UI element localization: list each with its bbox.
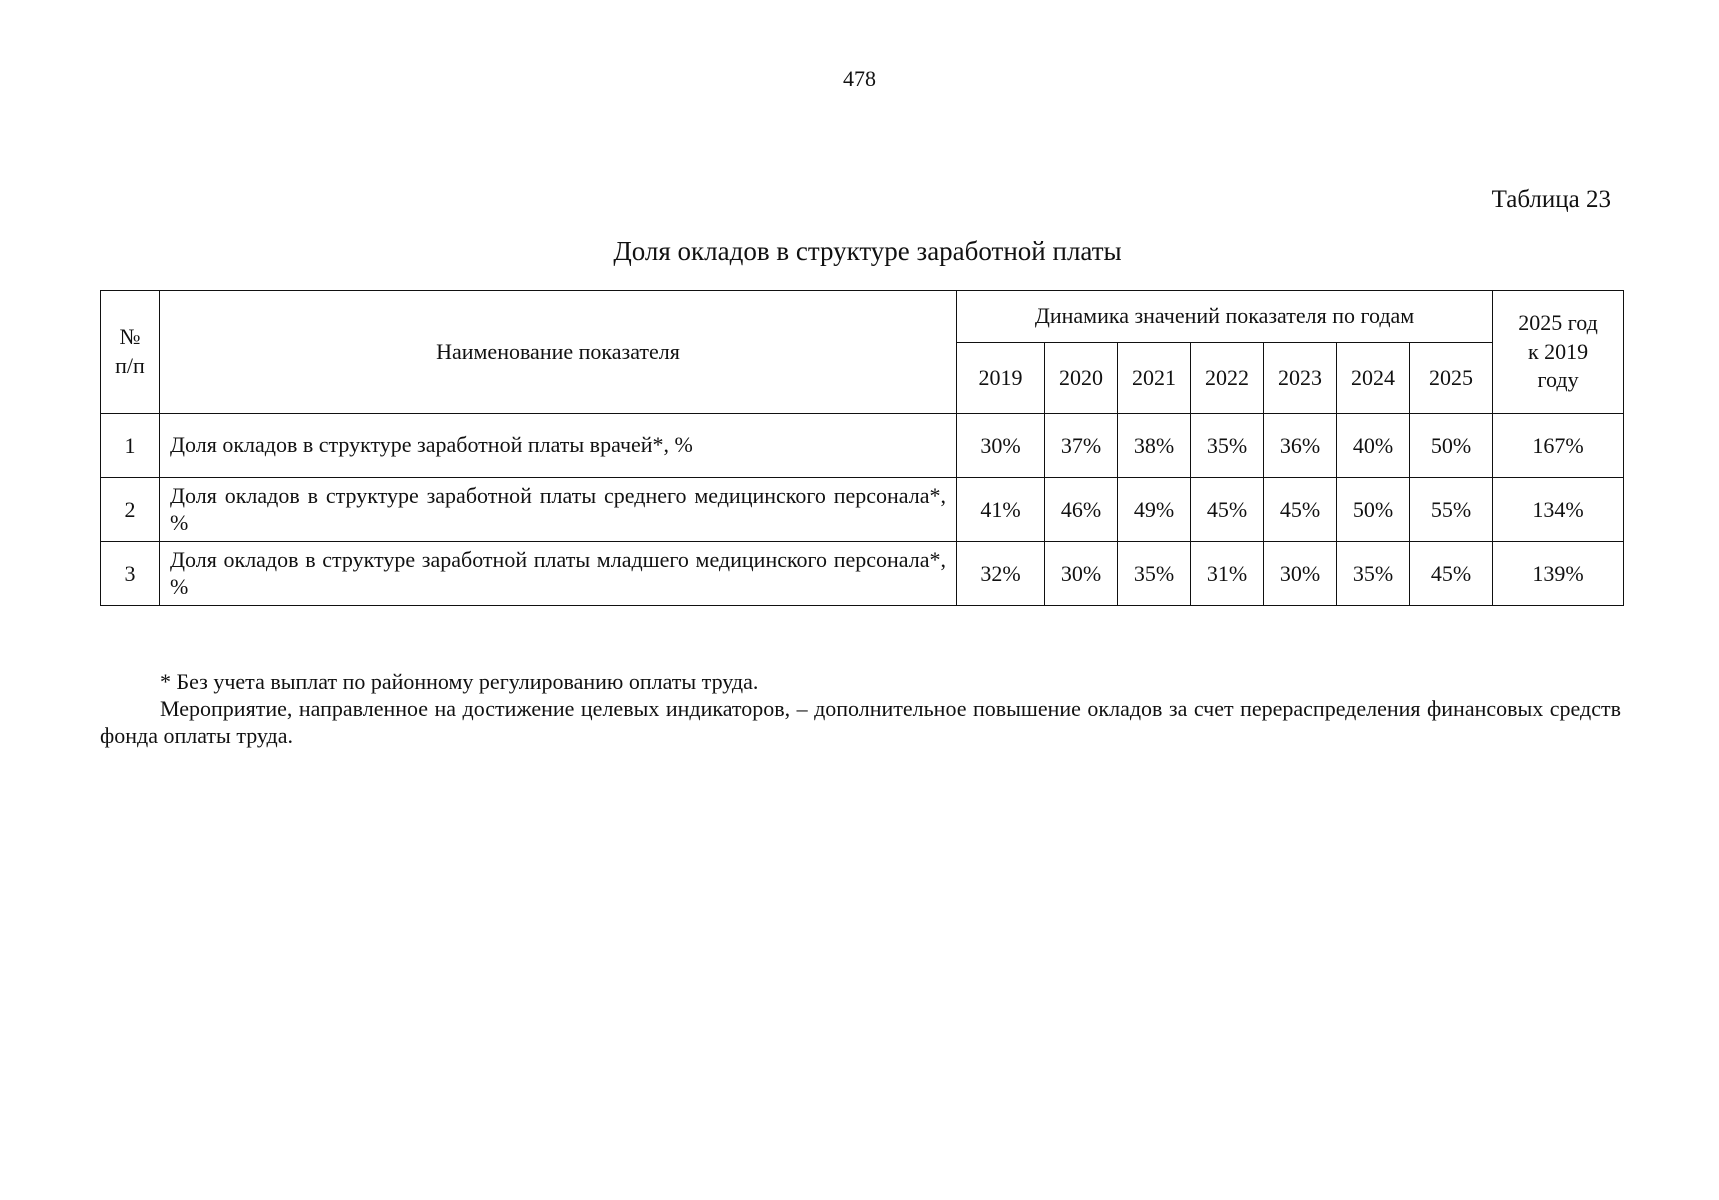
- row-value: 32%: [957, 542, 1045, 606]
- header-year: 2023: [1264, 343, 1337, 414]
- header-year: 2024: [1337, 343, 1410, 414]
- table-title: Доля окладов в структуре заработной платы: [613, 236, 1122, 266]
- header-name: Наименование показателя: [160, 291, 957, 414]
- header-year: 2019: [957, 343, 1045, 414]
- row-value: 30%: [1045, 542, 1118, 606]
- row-value: 45%: [1410, 542, 1493, 606]
- header-year: 2025: [1410, 343, 1493, 414]
- row-value: 38%: [1118, 414, 1191, 478]
- row-value: 31%: [1191, 542, 1264, 606]
- row-ratio: 139%: [1493, 542, 1624, 606]
- row-num: 1: [101, 414, 160, 478]
- row-value: 45%: [1264, 478, 1337, 542]
- row-name: Доля окладов в структуре заработной платы среднего медицинского персонала*, %: [160, 478, 957, 542]
- header-year: 2020: [1045, 343, 1118, 414]
- row-num: 3: [101, 542, 160, 606]
- row-name: Доля окладов в структуре заработной платы врачей*, %: [160, 414, 957, 478]
- header-num: № п/п: [101, 291, 160, 414]
- row-value: 30%: [1264, 542, 1337, 606]
- row-value: 50%: [1410, 414, 1493, 478]
- header-year: 2022: [1191, 343, 1264, 414]
- header-dynamics: Динамика значений показателя по годам: [957, 291, 1493, 343]
- row-value: 35%: [1118, 542, 1191, 606]
- row-value: 45%: [1191, 478, 1264, 542]
- footnotes: [100, 668, 1621, 749]
- footnote: * Без учета выплат по районному регулированию оплаты труда.: [160, 669, 759, 694]
- row-value: 41%: [957, 478, 1045, 542]
- row-num: 2: [101, 478, 160, 542]
- data-table: [100, 290, 1624, 606]
- table-header-row: [101, 291, 1624, 343]
- table-row: [101, 478, 1624, 542]
- header-ratio: 2025 год к 2019 году: [1493, 291, 1624, 414]
- page-number: 478: [843, 66, 876, 91]
- footnote: Мероприятие, направленное на достижение целевых индикаторов, – дополнительное повышение окладов за счет перераспределения финансовых средств фонда оплаты труда.: [100, 696, 1621, 748]
- header-year: 2021: [1118, 343, 1191, 414]
- row-value: 35%: [1337, 542, 1410, 606]
- table-row: [101, 542, 1624, 606]
- row-value: 46%: [1045, 478, 1118, 542]
- table-row: [101, 414, 1624, 478]
- row-value: 36%: [1264, 414, 1337, 478]
- row-value: 30%: [957, 414, 1045, 478]
- row-value: 37%: [1045, 414, 1118, 478]
- row-ratio: 134%: [1493, 478, 1624, 542]
- row-ratio: 167%: [1493, 414, 1624, 478]
- row-name: Доля окладов в структуре заработной платы младшего медицинского персонала*, %: [160, 542, 957, 606]
- row-value: 55%: [1410, 478, 1493, 542]
- row-value: 49%: [1118, 478, 1191, 542]
- row-value: 50%: [1337, 478, 1410, 542]
- table-label: Таблица 23: [1491, 186, 1611, 213]
- row-value: 35%: [1191, 414, 1264, 478]
- row-value: 40%: [1337, 414, 1410, 478]
